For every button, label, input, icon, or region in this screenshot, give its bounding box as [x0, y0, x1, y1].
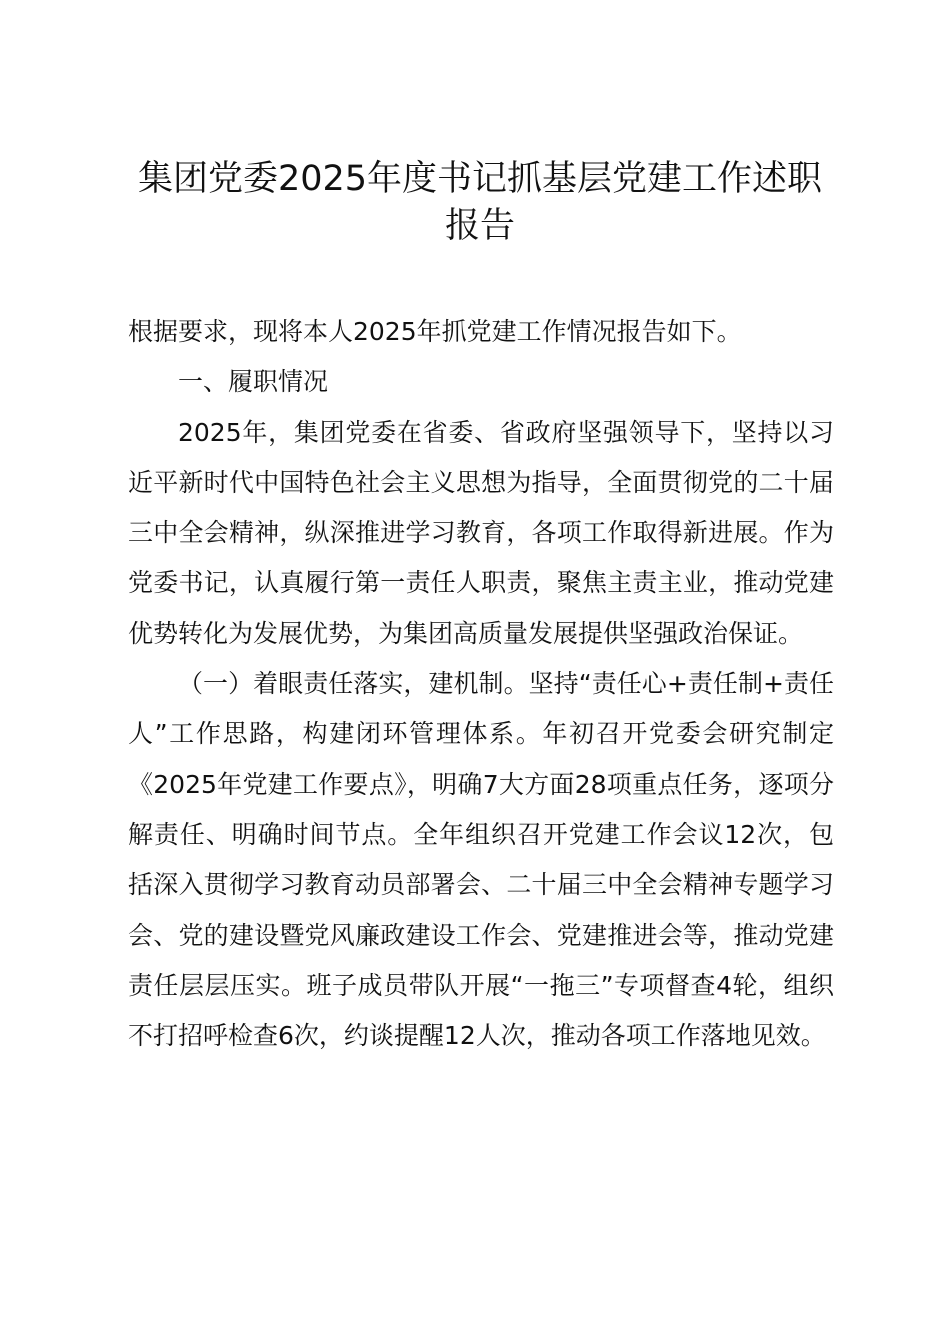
- title-line-2: 报告: [444, 206, 515, 246]
- body-paragraph: 2025年，集团党委在省委、省政府坚强领导下，坚持以习近平新时代中国特色社会主义思想为指导，全面贯彻党的二十届三中全会精神，纵深推进学习教育，各项工作取得新进展。作为党委书记，认真履行第一责任人职责，聚焦主责主业，推动党建优势转化为发展优势，为集团高质量发展提供坚强政治保证。: [128, 417, 834, 648]
- document-title: [120, 156, 840, 250]
- body-paragraph: （一）着眼责任落实，建机制。坚持“责任心+责任制+责任人”工作思路，构建闭环管理体系。年初召开党委会研究制定《2025年党建工作要点》，明确7大方面28项重点任务，逐项分解责任、明确时间节点。全年组织召开党建工作会议12次，包括深入贯彻学习教育动员部署会、二十届三中全会精神专题学习会、党的建设暨党风廉政建设工作会、党建推进会等，推动党建责任层层压实。班子成员带队开展“一拖三”专项督查4轮，组织不打招呼检查6次，约谈提醒12人次，推动各项工作落地见效。: [128, 669, 834, 1051]
- document-body: [128, 307, 834, 1061]
- title-line-1: 集团党委2025年度书记抓基层党建工作述职: [137, 159, 823, 199]
- section-heading: 一、履职情况: [178, 367, 329, 397]
- intro-paragraph: 根据要求，现将本人2025年抓党建工作情况报告如下。: [128, 317, 742, 346]
